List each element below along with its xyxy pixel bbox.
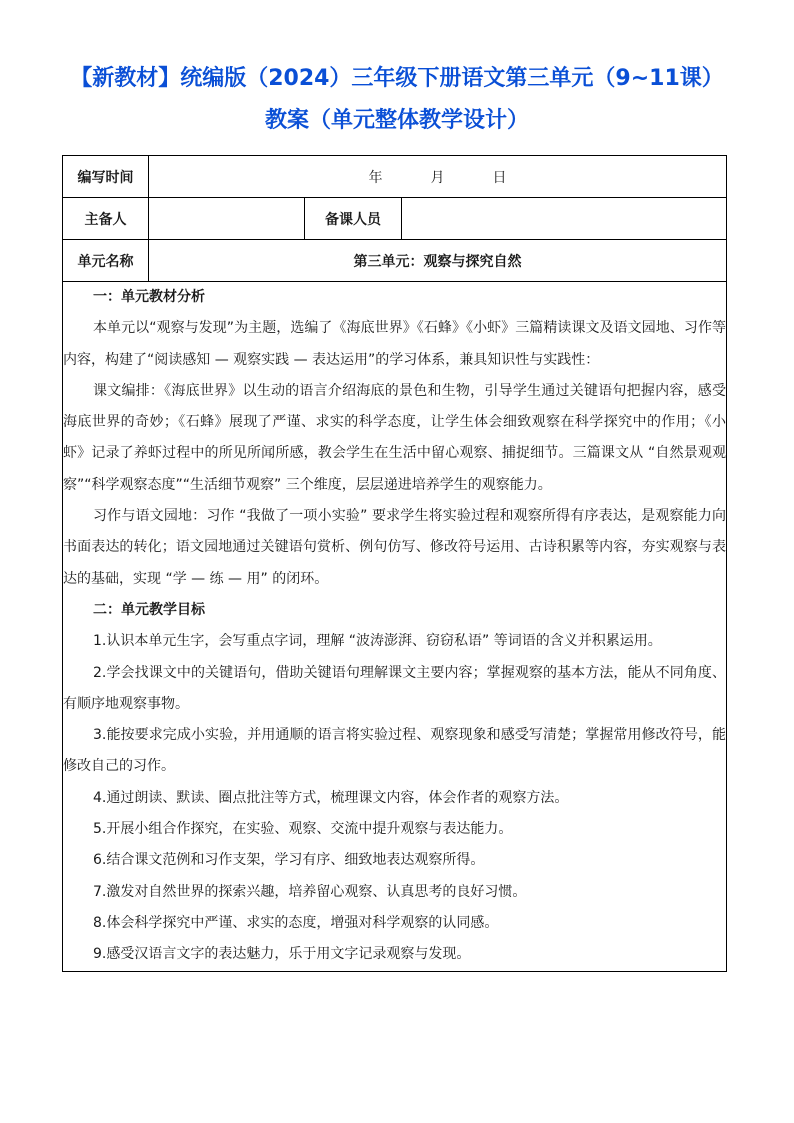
- prep-label: 备课人员: [305, 198, 402, 240]
- title-line-2: 教案（单元整体教学设计）: [264, 108, 529, 133]
- section1-paragraph: 习作与语文园地：习作 “我做了一项小实验” 要求学生将实验过程和观察所得有序表达，是观察能力向书面表达的转化；语文园地通过关键语句赏析、例句仿写、修改符号运用、古诗积累等内容，夯实观察与表达的基础，实现 “学 — 练 — 用” 的闭环。: [63, 508, 727, 587]
- goal-item: 7.激发对自然世界的探索兴趣，培养留心观察、认真思考的良好习惯。: [93, 883, 527, 900]
- prep-value[interactable]: [402, 198, 727, 240]
- section1-paragraph: 本单元以“观察与发现”为主题，选编了《海底世界》《石蜂》《小虾》三篇精读课文及语文园地、习作等内容，构建了“阅读感知 — 观察实践 — 表达运用”的学习体系，兼具知识性与实践性：: [63, 320, 727, 368]
- section1-paragraph: 课文编排：《海底世界》以生动的语言介绍海底的景色和生物，引导学生通过关键语句把握内容，感受海底世界的奇妙；《石蜂》展现了严谨、求实的科学态度，让学生体会细致观察在科学探究中的作用；《小虾》记录了养虾过程中的所见所闻所感，教会学生在生活中留心观察、捕捉细节。三篇课文从 “自然景观观察”“科学观察态度”“生活细节观察” 三个维度，层层递进培养学生的观察能力。: [63, 382, 727, 493]
- section1-heading: 一：单元教材分析: [93, 289, 205, 305]
- goal-item: 6.结合课文范例和习作支架，学习有序、细致地表达观察所得。: [93, 852, 485, 869]
- date-year: 年: [368, 169, 383, 186]
- lesson-plan-table: [62, 155, 727, 972]
- unit-label: 单元名称: [63, 240, 149, 282]
- goal-item: 2.学会找课文中的关键语句，借助关键语句理解课文主要内容；掌握观察的基本方法，能从不同角度、有顺序地观察事物。: [63, 664, 727, 712]
- host-label: 主备人: [63, 198, 149, 240]
- row-compile-time: [63, 156, 727, 198]
- goal-item: 5.开展小组合作探究，在实验、观察、交流中提升观察与表达能力。: [93, 821, 513, 838]
- content-cell: [63, 282, 727, 972]
- goal-item: 8.体会科学探究中严谨、求实的态度，增强对科学观察的认同感。: [93, 914, 499, 931]
- compile-time-value[interactable]: [149, 156, 727, 198]
- goal-item: 1.认识本单元生字，会写重点字词，理解 “波涛澎湃、窃窃私语” 等词语的含义并积累运用。: [93, 633, 662, 650]
- host-value[interactable]: [149, 198, 305, 240]
- compile-time-label: 编写时间: [63, 156, 149, 198]
- section2-heading: 二：单元教学目标: [93, 601, 205, 618]
- goal-item: 4.通过朗读、默读、圈点批注等方式，梳理课文内容，体会作者的观察方法。: [93, 789, 569, 806]
- row-content: [63, 282, 727, 972]
- document-title: [0, 58, 794, 142]
- unit-value: 第三单元：观察与探究自然: [149, 240, 727, 282]
- date-day: 日: [492, 169, 507, 186]
- date-month: 月: [430, 169, 445, 186]
- row-unit: [63, 240, 727, 282]
- row-host: [63, 198, 727, 240]
- goal-item: 3.能按要求完成小实验，并用通顺的语言将实验过程、观察现象和感受写清楚；掌握常用修改符号，能修改自己的习作。: [63, 727, 727, 775]
- goal-item: 9.感受汉语言文字的表达魅力，乐于用文字记录观察与发现。: [93, 946, 471, 963]
- title-line-1: 【新教材】统编版（2024）三年级下册语文第三单元（9~11课）: [70, 66, 724, 91]
